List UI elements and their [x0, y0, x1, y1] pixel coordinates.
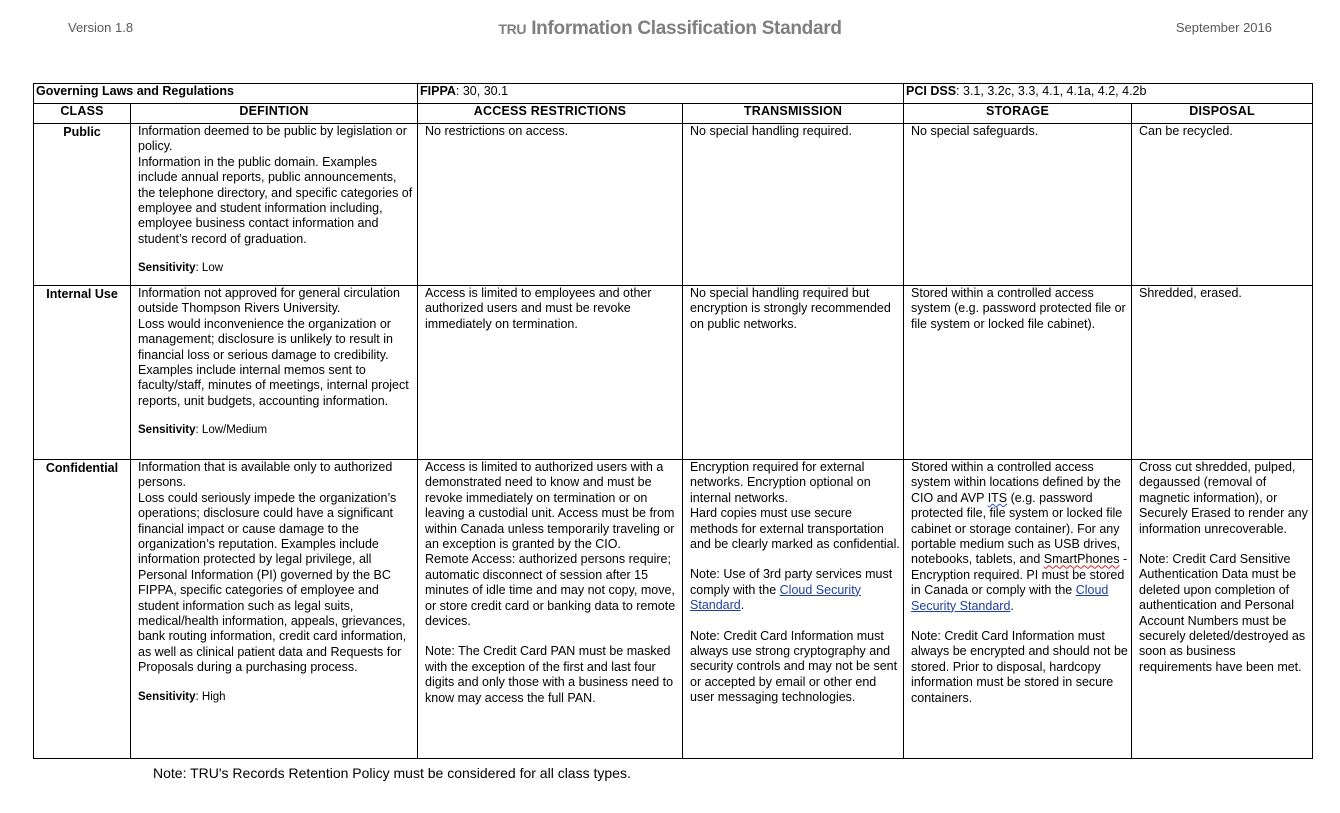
definition-confidential: Information that is available only to authorized persons. Loss could seriously impede the organization’s operations; disclosure could have a significant financial impact or cause damage to the organization’s reputation. Examples include information protected by legal privilege, all Personal Information (PI) governed by the BC FIPPA, specific categories of employee and student information such as legal suits, medical/health information, appeals, grievances, bank routing information, credit card information, as well as clinical patient data and Requests for Proposals during a purchasing process. Sensitivity: High	[131, 460, 418, 759]
version-label: Version 1.8	[68, 20, 134, 35]
definition-internal-use: Information not approved for general circulation outside Thompson Rivers University. Loss would inconvenience the organization or management; disclosure is unlikely to result in financial loss or serious damage to credibility. Examples include internal memos sent to faculty/staff, minutes of meetings, internal project reports, unit budgets, accounting information. Sensitivity: Low/Medium	[131, 286, 418, 460]
definition-public: Information deemed to be public by legislation or policy. Information in the public domain. Examples include annual reports, public announcements, the telephone directory, and specific categories of employee and student information including, employee business contact information and student’s record of graduation. Sensitivity: Low	[131, 124, 418, 286]
disposal-confidential: Cross cut shredded, pulped, degaussed (removal of magnetic information), or Securely Erased to render any information unrecoverable. Note: Credit Card Sensitive Authentication Data must be deleted upon completion of authentication and Personal Account Numbers must be securely deleted/destroyed as soon as business requirements have been met.	[1132, 460, 1313, 759]
class-public: Public	[34, 124, 131, 286]
title-prefix: TRU	[498, 21, 527, 37]
sensitivity-confidential: Sensitivity: High	[138, 690, 226, 703]
transmission-public: No special handling required.	[683, 124, 904, 286]
disposal-internal-use: Shredded, erased.	[1132, 286, 1313, 460]
table-row-public	[34, 124, 1313, 286]
transmission-confidential: Encryption required for external networks. Encryption optional on internal networks. Hard copies must use secure methods for external transportation and be clearly marked as confidential. Note: Use of 3rd party services must comply with the Cloud Security Standard. Note: Credit Card Information must always use strong cryptography and security controls and may not be sent or accepted by email or other end user messaging technologies.	[683, 460, 904, 759]
transmission-internal-use: No special handling required but encryption is strongly recommended on public networks.	[683, 286, 904, 460]
sensitivity-public: Sensitivity: Low	[138, 262, 224, 275]
table-row-internal-use	[34, 286, 1313, 460]
access-internal-use: Access is limited to employees and other authorized users and must be revoke immediately on termination.	[418, 286, 683, 460]
cloud-security-standard-link[interactable]: Cloud Security Standard	[690, 582, 861, 613]
col-header-definition: DEFINTION	[131, 104, 418, 124]
fippa-cell: FIPPA: 30, 30.1	[418, 84, 904, 104]
cloud-security-standard-link-storage[interactable]: Cloud Security Standard	[911, 583, 1109, 613]
storage-public: No special safeguards.	[904, 124, 1132, 286]
column-header-row	[34, 104, 1313, 124]
col-header-storage: STORAGE	[904, 104, 1132, 124]
col-header-class: CLASS	[34, 104, 131, 124]
classification-table	[33, 83, 1313, 759]
class-internal-use: Internal Use	[34, 286, 131, 460]
col-header-disposal: DISPOSAL	[1132, 104, 1313, 124]
title-text: Information Classification Standard	[531, 18, 842, 39]
col-header-access: ACCESS RESTRICTIONS	[418, 104, 683, 124]
laws-label: Governing Laws and Regulations	[34, 84, 418, 104]
access-confidential: Access is limited to authorized users with a demonstrated need to know and must be revoke immediately on termination or on leaving a custodial unit. Access must be from within Canada unless temporarily traveling or an exception is granted by the CIO. Remote Access: authorized persons require; automatic disconnect of session after 15 minutes of idle time and may not copy, move, or store credit card or banking data to remote devices. Note: The Credit Card PAN must be masked with the exception of the first and last four digits and only those with a business need to know may access the full PAN.	[418, 460, 683, 759]
sensitivity-internal-use: Sensitivity: Low/Medium	[138, 424, 268, 437]
disposal-public: Can be recycled.	[1132, 124, 1313, 286]
class-confidential: Confidential	[34, 460, 131, 759]
access-public: No restrictions on access.	[418, 124, 683, 286]
storage-confidential: Stored within a controlled access system within locations defined by the CIO and AVP ITS (e.g. password protected file, file system or locked file cabinet or storage container). For any portable medium such as USB drives, notebooks, tablets, and SmartPhones - Encryption required. PI must be stored in Canada or comply with the Cloud Security Standard. Note: Credit Card Information must always be encrypted and should not be stored. Prior to disposal, hardcopy information must be stored in secure containers.	[904, 460, 1132, 759]
pci-cell: PCI DSS: 3.1, 3.2c, 3.3, 4.1, 4.1a, 4.2, 4.2b	[904, 84, 1313, 104]
laws-row	[34, 84, 1313, 104]
document-title	[0, 18, 1340, 40]
storage-internal-use: Stored within a controlled access system (e.g. password protected file or file system or locked file cabinet).	[904, 286, 1132, 460]
date-label: September 2016	[1175, 20, 1272, 35]
footer-note: Note: TRU's Records Retention Policy must be considered for all class types.	[153, 765, 631, 781]
col-header-transmission: TRANSMISSION	[683, 104, 904, 124]
table-row-confidential	[34, 460, 1313, 759]
